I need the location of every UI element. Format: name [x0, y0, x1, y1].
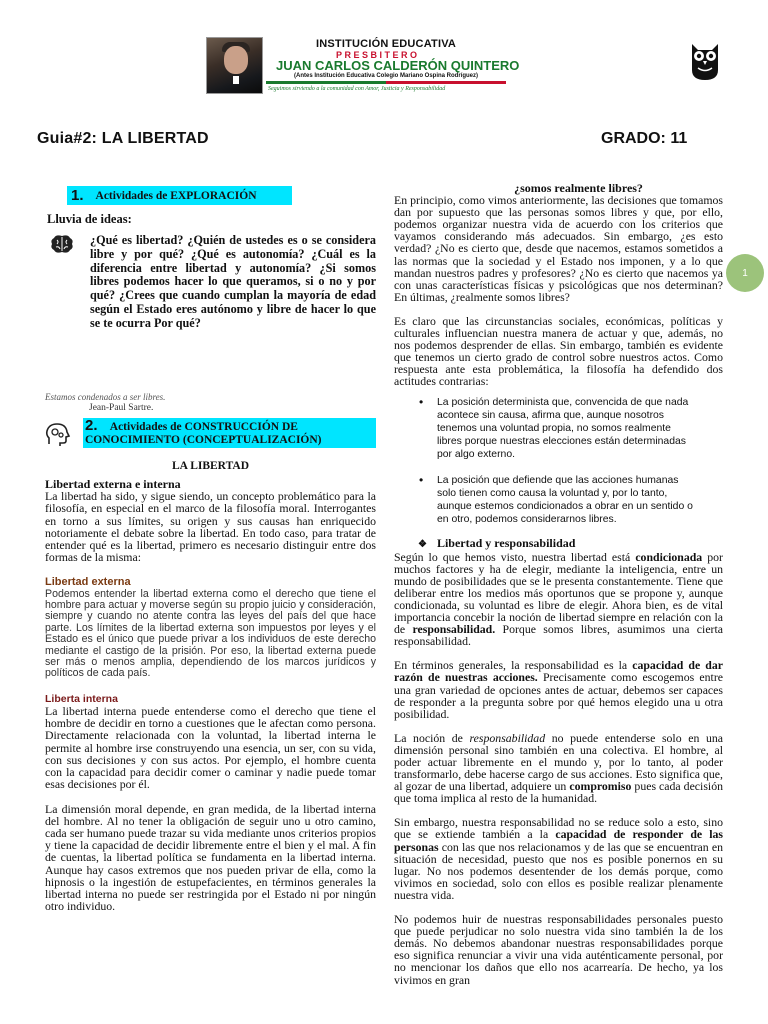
subheading-external: Libertad externa	[45, 576, 131, 589]
right-column	[394, 182, 723, 986]
left-body-text	[45, 478, 376, 912]
head-gears-icon	[45, 422, 71, 448]
founder-photo	[206, 37, 263, 94]
subheading-responsibility-label: Libertad y responsabilidad	[436, 535, 576, 550]
section1-number: 1.	[71, 187, 84, 204]
grade-label: GRADO: 11	[601, 130, 688, 147]
diamond-bullet-icon: ❖	[418, 538, 427, 550]
positions-list	[394, 396, 723, 526]
subheading-internal: Liberta interna	[45, 692, 118, 705]
section1-label: Actividades de EXPLORACIÓN	[95, 189, 257, 202]
subheading-external-internal: Libertad externa e interna	[45, 477, 181, 491]
institution-former-name: (Antes Institución Educativa Colegio Mariano Ospina Rodríguez)	[294, 73, 479, 79]
paragraph-conditioned: Según lo que hemos visto, nuestra libertad está condicionada por muchos factores y ha de elegir, mediante la inteligencia, entre un mundo de posibilidades que se le presenta constantemente. Tiene que deliberar entre los medios más oportunos que se propone y, aunque condicionada, su voluntad es libre de elegir. Ahora bien, es de vital importancia concebir la noción de libertad siempre en relación con la de responsabilidad. Porque somos libres, asumimos una cierta responsabilidad.	[394, 549, 723, 649]
brainstorm-questions: ¿Qué es libertad? ¿Quién de ustedes es o se considera libre y por qué? ¿Qué es autonomía? ¿Cuál es la diferencia entre libertad y autonomía? ¿Si somos libres podemos hacer lo que queramos, si o no y por qué? ¿Crees que cuando cumplan la mayoría de edad según el Estado eres autónomo y libre de hacer lo que se te ocurra Por qué?	[90, 233, 376, 330]
paragraph-are-we-free: En principio, como vimos anteriormente, las decisiones que tomamos dan por supuesto que las personas somos libres y que, por ello, podemos organizar nuestra vida de acuerdo con los criterios que vayamos considerando más adecuados. Sin embargo, ¿es esto verdad? ¿No es cierto que, desde que nacemos, estamos sometidos a las normas que la sociedad y el Estado nos imponen, y a lo que mandan nuestros padres y profesores? ¿No es cierto que nacemos ya con unas características físicas y psicológicas que nos determinan? En últimas, ¿realmente somos libres?	[394, 193, 723, 304]
guide-title: Guia#2: LA LIBERTAD	[37, 130, 209, 147]
paragraph-collective: La noción de responsabilidad no puede entenderse solo en una dimensión personal sino también en una colectiva. El hombre, al poder actuar libremente en el mundo y, por lo tanto, al poder transformarlo, debe hacerse cargo de sus acciones. Esto significa que, al gozar de una libertad, adquiere un compromiso pues cada decisión que toma implica al resto de la humanidad.	[394, 730, 723, 806]
brainstorm-label: Lluvia de ideas:	[47, 212, 132, 226]
list-item-voluntarist: • La posición que defiende que las acciones humanas solo tienen como causa la voluntad y, por lo tanto, aunque estemos condicionados a obrar en un sentido o en otro, podemos considerarnos libres.	[437, 474, 697, 526]
subheading-responsibility	[418, 537, 723, 551]
la-libertad-heading: LA LIBERTAD	[171, 460, 250, 472]
quote-text: Estamos condenados a ser libres.	[45, 392, 166, 402]
paragraph-circumstances: Es claro que las circunstancias sociales, económicas, políticas y culturales influencian nuestra manera de actuar y que, además, no nos podemos desprender de ellas. Sin embargo, también es evidente que tenemos un cierto grado de control sobre nuestros actos. Como respuesta ante esta problemática, la filosofía ha defendido dos actitudes contrarias:	[394, 313, 723, 389]
institution-header	[206, 34, 520, 96]
list-item-determinist: • La posición determinista que, convencida de que nada acontece sin causa, afirma que, aunque nosotros tenemos una voluntad propia, no somos realmente libres porque nuestras elecciones están determinadas por algo externo.	[437, 396, 697, 461]
paragraph-others: Sin embargo, nuestra responsabilidad no se reduce solo a esto, sino que se extiende también a la capacidad de responder de las personas con las que nos relacionamos y de las que se encuentran en situación de necesidad, puesto que nos es posible ponernos en su lugar. No nos podemos desentender de los demás porque, como vivimos en sociedad, solo con ellos es posible realizar plenamente nuestra vida.	[394, 815, 724, 902]
flag-divider	[266, 81, 506, 84]
institution-slogan: Seguimos sirviendo a la comunidad con Amor, Justicia y Responsabilidad	[268, 86, 446, 92]
quote-author: Jean-Paul Sartre.	[89, 403, 154, 413]
brain-icon	[50, 234, 74, 254]
paragraph-capacity: En términos generales, la responsabilidad es la capacidad de dar razón de nuestras acciones. Precisamente como escogemos entre una gran variedad de opciones antes de actuar, debemos ser capaces de responder a la pregunta sobre por qué hemos elegido una u otra posibilidad.	[394, 658, 723, 721]
section2-number: 2.	[85, 417, 98, 434]
paragraph-intro: La libertad ha sido, y sigue siendo, un concepto problemático para la filosofía, en especial en el marco de la filosofía moral. Interrogantes en torno a sus límites, su origen y sus causas han enriquecido notoriamente el debate sobre la libertad. En todo caso, para tratar de entender qué es la libertad, primero es necesario distinguir entre dos formas de la misma:	[45, 489, 376, 565]
paragraph-cannot-escape: No podemos huir de nuestras responsabilidades personales puesto que puede perjudicar no solo nuestra vida sino también la de los demás. No debemos abandonar nuestras responsabilidades porque eso significa renunciar a vivir una vida auténticamente personal, por no mencionar los daños que ello nos acarrearía. De hecho, ya los vivimos en gran	[394, 912, 723, 987]
section1-header	[67, 186, 292, 205]
page-number-badge: 1	[726, 254, 764, 292]
paragraph-internal: La libertad interna puede entenderse como el derecho que tiene el hombre de decidir en torno a cuestiones que le afectan como persona. Directamente relacionada con la voluntad, la libertad interna le permite al hombre irse construyendo una esencia, un ser, con su vida, con sus decisiones y con sus actos. Por ejemplo, el hombre cuenta con la capacidad para decidir comer o caminar y nadie puede tomar esas decisiones por él.	[45, 704, 376, 792]
institution-subtitle: PRESBITERO	[336, 50, 420, 60]
institution-name: JUAN CARLOS CALDERÓN QUINTERO	[276, 58, 520, 73]
section2-header	[83, 418, 376, 448]
right-heading: ¿somos realmente libres?	[514, 181, 643, 195]
institution-title: INSTITUCIÓN EDUCATIVA	[316, 38, 457, 50]
paragraph-moral: La dimensión moral depende, en gran medida, de la libertad interna del hombre. Al no tener la obligación de seguir uno u otro camino, cada ser humano puede trazar su vida mediante unos criterios propios y tiene la capacidad de decidir libremente entre el bien y el mal. A fin de cuentas, la libertad política se fundamenta en la libertad interna. Aunque hay casos extremos que nos pueden privar de ella, como la hipnosis o la ingestión de estupefacientes, en términos generales la libertad interna no puede ser restringida por el Estado ni por ningún otro individuo.	[45, 801, 376, 914]
owl-icon	[688, 40, 722, 82]
paragraph-external: Podemos entender la libertad externa como el derecho que tiene el hombre para actuar y moverse según su propio juicio y consideración, siempre y cuando no atente contra las leyes del país del que hace parte. Los límites de la libertad externa son impuestos por leyes y el Estado es el único que puede privar a los individuos de este derecho mediante el castigo de la prisión. Por eso, la libertad externa puede ser más o menos amplia, dependiendo de los marcos jurídicos y políticos de cada país.	[45, 587, 376, 680]
section2-label: Actividades de CONSTRUCCIÓN DE CONOCIMIENTO (CONCEPTUALIZACIÓN)	[85, 421, 322, 446]
